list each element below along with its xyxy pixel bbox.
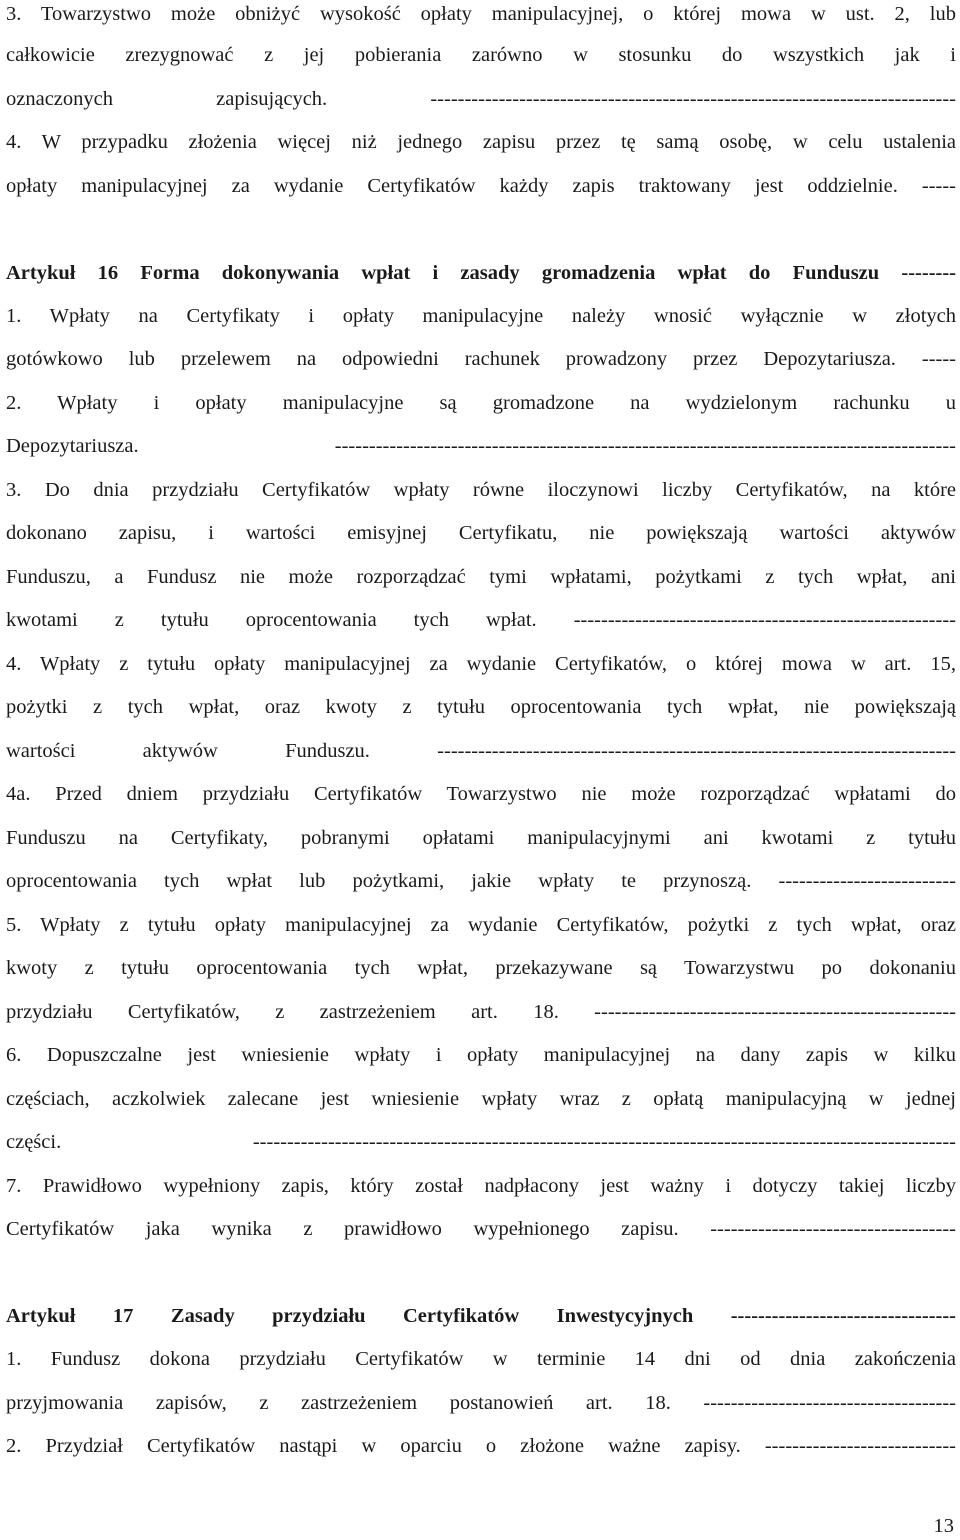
paragraph-line: Funduszu na Certyfikaty, pobranymi opłatami manipulacyjnymi ani kwotami z tytułu bbox=[6, 827, 956, 849]
paragraph-line: dokonano zapisu, i wartości emisyjnej Certyfikatu, nie powiększają wartości aktywów bbox=[6, 522, 956, 544]
paragraph-line: 4. W przypadku złożenia więcej niż jednego zapisu przez tę samą osobę, w celu ustalenia bbox=[6, 131, 956, 153]
paragraph-line: 7. Prawidłowo wypełniony zapis, który został nadpłacony jest ważny i dotyczy takiej liczby bbox=[6, 1175, 956, 1197]
paragraph-line: pożytki z tych wpłat, oraz kwoty z tytułu oprocentowania tych wpłat, nie powiększają bbox=[6, 696, 956, 718]
paragraph-line: gotówkowo lub przelewem na odpowiedni rachunek prowadzony przez Depozytariusza. ----- bbox=[6, 348, 956, 370]
paragraph-line: 1. Fundusz dokona przydziału Certyfikatów w terminie 14 dni od dnia zakończenia bbox=[6, 1348, 956, 1370]
paragraph-line: kwotami z tytułu oprocentowania tych wpłat. -------------------------------------------------------- bbox=[6, 609, 956, 631]
paragraph-line: Certyfikatów jaka wynika z prawidłowo wypełnionego zapisu. ------------------------------------ bbox=[6, 1218, 956, 1240]
paragraph-line: Funduszu, a Fundusz nie może rozporządzać tymi wpłatami, pożytkami z tych wpłat, ani bbox=[6, 566, 956, 588]
paragraph-line: kwoty z tytułu oprocentowania tych wpłat, przekazywane są Towarzystwu po dokonaniu bbox=[6, 957, 956, 979]
paragraph-line: 4a. Przed dniem przydziału Certyfikatów Towarzystwo nie może rozporządzać wpłatami do bbox=[6, 783, 956, 805]
paragraph-line: oprocentowania tych wpłat lub pożytkami, jakie wpłaty te przynoszą. -------------------------- bbox=[6, 870, 956, 892]
paragraph-line: całkowicie zrezygnować z jej pobierania zarówno w stosunku do wszystkich jak i bbox=[6, 44, 956, 66]
paragraph-line: Depozytariusza. ------------------------------------------------------------------------------------------- bbox=[6, 435, 956, 457]
paragraph-line: 3. Do dnia przydziału Certyfikatów wpłaty równe iloczynowi liczby Certyfikatów, na które bbox=[6, 479, 956, 501]
paragraph-line: przydziału Certyfikatów, z zastrzeżeniem art. 18. ----------------------------------------------------- bbox=[6, 1001, 956, 1023]
paragraph-line: oznaczonych zapisujących. ----------------------------------------------------------------------------- bbox=[6, 88, 956, 110]
paragraph-line: 3. Towarzystwo może obniżyć wysokość opłaty manipulacyjnej, o której mowa w ust. 2, lub bbox=[6, 3, 956, 25]
paragraph-line: 1. Wpłaty na Certyfikaty i opłaty manipulacyjne należy wnosić wyłącznie w złotych bbox=[6, 305, 956, 327]
paragraph-line: 6. Dopuszczalne jest wniesienie wpłaty i opłaty manipulacyjnej na dany zapis w kilku bbox=[6, 1044, 956, 1066]
paragraph-line: 2. Wpłaty i opłaty manipulacyjne są gromadzone na wydzielonym rachunku u bbox=[6, 392, 956, 414]
paragraph-line: części. ------------------------------------------------------------------------------------------------------- bbox=[6, 1131, 956, 1153]
paragraph-line: 5. Wpłaty z tytułu opłaty manipulacyjnej za wydanie Certyfikatów, pożytki z tych wpłat, oraz bbox=[6, 914, 956, 936]
article-17-heading: Artykuł 17 Zasady przydziału Certyfikatów Inwestycyjnych --------------------------------- bbox=[6, 1305, 956, 1327]
paragraph-line: przyjmowania zapisów, z zastrzeżeniem postanowień art. 18. ------------------------------------- bbox=[6, 1392, 956, 1414]
paragraph-line: 4. Wpłaty z tytułu opłaty manipulacyjnej za wydanie Certyfikatów, o której mowa w art. 15, bbox=[6, 653, 956, 675]
paragraph-line: wartości aktywów Funduszu. ---------------------------------------------------------------------------- bbox=[6, 740, 956, 762]
paragraph-line: częściach, aczkolwiek zalecane jest wniesienie wpłaty wraz z opłatą manipulacyjną w jednej bbox=[6, 1088, 956, 1110]
paragraph-line: 2. Przydział Certyfikatów nastąpi w oparciu o złożone ważne zapisy. ---------------------------- bbox=[6, 1435, 956, 1457]
page-number: 13 bbox=[933, 1515, 954, 1537]
paragraph-line: opłaty manipulacyjnej za wydanie Certyfikatów każdy zapis traktowany jest oddzielnie. ----- bbox=[6, 175, 956, 197]
article-16-heading: Artykuł 16 Forma dokonywania wpłat i zasady gromadzenia wpłat do Funduszu -------- bbox=[6, 262, 956, 284]
